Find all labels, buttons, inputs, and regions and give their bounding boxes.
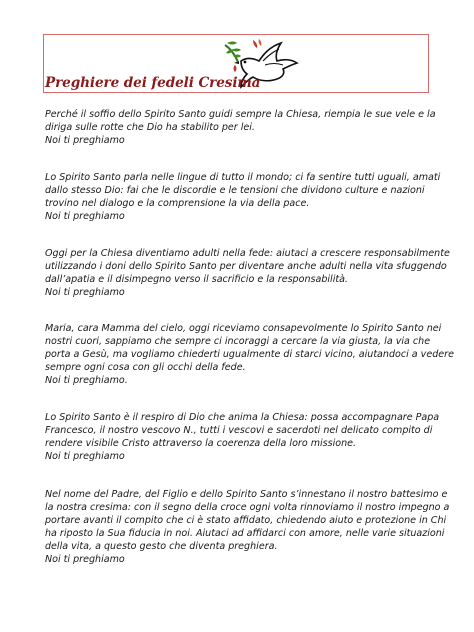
- prayer-line: Nel nome del Padre, del Figlio e dello Spirito Santo s’innestano il nostro battesimo e: [45, 489, 448, 500]
- document-title: Preghiere dei fedeli Cresima: [45, 75, 261, 91]
- prayer-response: Noi ti preghiamo: [45, 553, 125, 565]
- prayer-line: Oggi per la Chiesa diventiamo adulti nella fede: aiutaci a crescere responsabilmente: [45, 248, 450, 259]
- prayer-3: [45, 248, 450, 300]
- prayer-response: Noi ti preghiamo: [45, 210, 125, 222]
- prayer-1: [45, 109, 435, 148]
- prayer-line: Lo Spirito Santo è il respiro di Dio che anima la Chiesa: possa accompagnare Papa: [45, 412, 440, 423]
- prayer-line: trovino nel dialogo e la comprensione la via della pace.: [45, 197, 310, 209]
- prayer-response: Noi ti preghiamo: [45, 450, 125, 462]
- prayer-line: dall’apatia e il disimpegno verso il sacrificio e la responsabilità.: [45, 273, 348, 285]
- prayer-line: la nostra cresima: con il segno della croce ogni volta rinnoviamo il nostro impegno a: [45, 501, 450, 513]
- prayer-line: diriga sulle rotte che Dio ha stabilito per lei.: [45, 121, 255, 133]
- prayer-response: Noi ti preghiamo: [45, 134, 125, 146]
- prayer-line: della vita, a questo gesto che diventa preghiera.: [45, 540, 278, 552]
- prayer-line: sempre ogni cosa con gli occhi della fede.: [45, 361, 246, 373]
- prayer-line: Maria, cara Mamma del cielo, oggi riceviamo consapevolmente lo Spirito Santo nei: [45, 323, 442, 334]
- prayer-2: [45, 172, 441, 224]
- prayer-4: [45, 323, 454, 388]
- prayer-5: [45, 412, 440, 464]
- prayer-line: Francesco, il nostro vescovo N., tutti i vescovi e sacerdoti nel delicato compito di: [45, 424, 433, 436]
- prayer-line: dallo stesso Dio: fai che le discordie e le tensioni che dividono culture e nazioni: [45, 184, 425, 196]
- prayer-line: portare avanti il compito che ci è stato affidato, chiedendo aiuto e protezione in Chi: [45, 514, 447, 526]
- prayer-6: [45, 489, 450, 566]
- prayer-line: Lo Spirito Santo parla nelle lingue di tutto il mondo; ci fa sentire tutti uguali, amati: [45, 172, 441, 183]
- prayer-line: nostri cuori, sappiamo che sempre ci incoraggi a cercare la via giusta, la via che: [45, 335, 431, 347]
- prayer-response: Noi ti preghiamo.: [45, 374, 128, 386]
- prayer-line: Perché il soffio dello Spirito Santo guidi sempre la Chiesa, riempia le sue vele e la: [45, 109, 436, 120]
- prayer-line: ha riposto la Sua fiducia in noi. Aiutaci ad affidarci con amore, nelle varie situazioni: [45, 527, 445, 539]
- prayer-line: porta a Gesù, ma vogliamo chiederti ugualmente di starci vicino, aiutandoci a vedere: [45, 348, 454, 360]
- prayer-response: Noi ti preghiamo: [45, 286, 125, 298]
- prayer-line: rendere visibile Cristo attraverso la coerenza della loro missione.: [45, 437, 357, 449]
- prayer-line: utilizzando i doni dello Spirito Santo per diventare anche adulti nella vita sfuggendo: [45, 260, 447, 272]
